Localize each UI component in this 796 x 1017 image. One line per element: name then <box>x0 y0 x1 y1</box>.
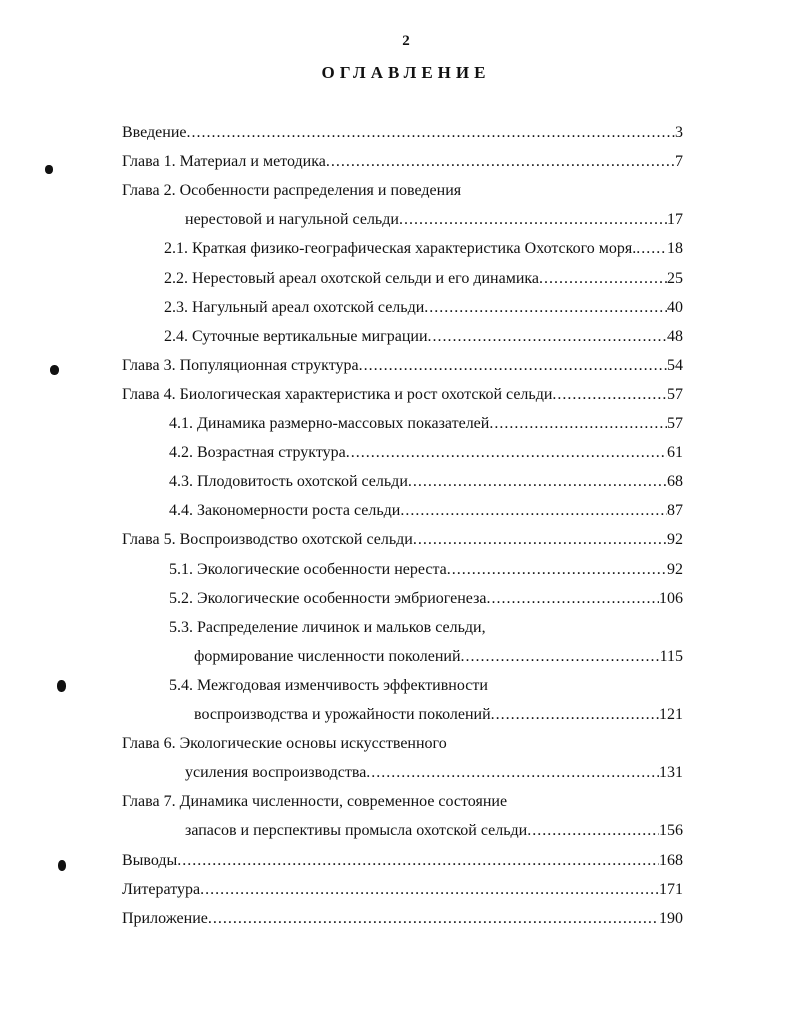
toc-entry-page: 131 <box>659 764 683 782</box>
toc-entry-page: 92 <box>667 560 683 578</box>
page-title: ОГЛАВЛЕНИЕ <box>321 63 491 82</box>
toc-entry-label: Глава 2. Особенности распределения и поведения <box>122 182 462 200</box>
toc-entry-page: 156 <box>659 822 683 840</box>
toc-entry-page: 68 <box>667 473 683 491</box>
toc-entry <box>185 761 683 790</box>
dot-leader <box>408 470 667 499</box>
toc-entry <box>169 674 683 703</box>
scan-speck <box>57 680 66 692</box>
scan-speck <box>58 860 66 871</box>
toc-entry-page: 18 <box>667 240 683 258</box>
dot-leader <box>491 703 659 732</box>
toc-entry-label: Глава 6. Экологические основы искусственного <box>122 735 447 753</box>
toc-entry-label: 5.3. Распределение личинок и мальков сельди, <box>169 618 486 636</box>
toc-entry-page: 190 <box>659 909 683 927</box>
toc-entry-label: нерестовой и нагульной сельди <box>185 211 399 229</box>
toc-entry <box>164 237 683 266</box>
toc-entry <box>185 819 683 848</box>
toc-entry-label: 4.2. Возрастная структура <box>169 444 346 462</box>
toc-entry <box>122 849 683 878</box>
toc-entry-label: Глава 3. Популяционная структура <box>122 356 359 374</box>
toc-entry-label: Введение <box>122 124 187 141</box>
toc-entry-label: 2.3. Нагульный ареал охотской сельди <box>164 298 425 316</box>
toc-entry-label: 5.2. Экологические особенности эмбриогенеза <box>169 589 487 607</box>
toc-entry-label: Глава 7. Динамика численности, современное состояние <box>122 793 508 811</box>
toc-entry-page: 121 <box>659 706 683 723</box>
dot-leader <box>424 296 667 325</box>
toc-entry <box>169 412 683 441</box>
toc-entry-page: 61 <box>667 444 683 462</box>
toc-entry <box>169 587 683 616</box>
dot-leader <box>200 878 659 907</box>
dot-leader <box>636 237 667 266</box>
toc-entry <box>122 383 683 412</box>
toc-entry-label: 5.1. Экологические особенности нереста <box>169 560 447 578</box>
toc-entry <box>122 878 683 907</box>
dot-leader <box>208 907 659 936</box>
dot-leader <box>400 499 667 528</box>
toc-entry <box>164 296 683 325</box>
toc-entry-label: 4.4. Закономерности роста сельди <box>169 502 401 520</box>
toc-entry <box>122 528 683 557</box>
toc-entry-page: 171 <box>659 880 683 898</box>
dot-leader <box>461 645 660 674</box>
toc-entry-label: Глава 1. Материал и методика <box>122 153 326 171</box>
toc-entry-label: 4.1. Динамика размерно-массовых показателей <box>169 415 490 432</box>
dot-leader <box>487 587 659 616</box>
toc-entry-label: усиления воспроизводства <box>185 764 367 782</box>
dot-leader <box>399 208 667 237</box>
toc-entry-label: 2.2. Нерестовый ареал охотской сельди и его динамика <box>164 269 540 287</box>
dot-leader <box>552 383 667 412</box>
toc-entry-label: Приложение <box>122 909 208 927</box>
toc-entry <box>169 499 683 528</box>
toc-entry <box>122 354 683 383</box>
page-number: 2 <box>402 33 410 49</box>
dot-leader <box>447 558 667 587</box>
toc-entry <box>122 907 683 936</box>
dot-leader <box>366 761 659 790</box>
dot-leader <box>177 849 659 878</box>
scan-speck <box>50 365 59 375</box>
toc-entry <box>169 558 683 587</box>
dot-leader <box>359 354 667 383</box>
toc-entry-label: Выводы <box>122 851 178 869</box>
toc-entry-page: 7 <box>675 153 683 171</box>
toc-entry-page: 48 <box>667 327 683 345</box>
toc-entry <box>122 121 683 150</box>
toc-entry <box>122 179 683 208</box>
scan-speck <box>45 165 53 174</box>
toc-entry <box>169 616 683 645</box>
toc-entry-label: Литература <box>122 880 201 898</box>
dot-leader <box>326 150 675 179</box>
toc-entry-label: воспроизводства и урожайности поколений <box>194 706 491 723</box>
toc-entry-label: Глава 5. Воспроизводство охотской сельди <box>122 531 413 549</box>
dot-leader <box>346 441 667 470</box>
toc-entry <box>164 325 683 354</box>
toc-entry <box>169 441 683 470</box>
toc-entry <box>194 703 683 732</box>
dot-leader <box>539 267 667 296</box>
toc-entry <box>122 732 683 761</box>
dot-leader <box>527 819 659 848</box>
dot-leader <box>489 412 667 441</box>
toc-entry-label: 4.3. Плодовитость охотской сельди <box>169 473 408 491</box>
toc-entry-label: Глава 4. Биологическая характеристика и рост охотской сельди <box>122 385 553 403</box>
toc-entry <box>169 470 683 499</box>
toc-entry <box>122 790 683 819</box>
toc-entry-page: 57 <box>667 385 683 403</box>
toc-entry-label: формирование численности поколений <box>194 647 461 665</box>
toc-entry-label: 2.1. Краткая физико-географическая характеристика Охотского моря. <box>164 240 637 258</box>
toc-entry-page: 25 <box>667 269 683 287</box>
toc-entry <box>194 645 683 674</box>
toc-entry-page: 168 <box>659 851 683 869</box>
toc-entry <box>122 150 683 179</box>
toc-entry-page: 57 <box>667 415 683 432</box>
dot-leader <box>413 528 667 557</box>
toc-entry-page: 54 <box>667 356 683 374</box>
dot-leader <box>428 325 667 354</box>
toc-entry-label: запасов и перспективы промысла охотской сельди <box>185 822 528 840</box>
toc-entry-page: 3 <box>675 124 683 141</box>
toc-entry-label: 5.4. Межгодовая изменчивость эффективности <box>169 676 488 694</box>
toc-entry-page: 115 <box>659 647 683 665</box>
dot-leader <box>187 121 676 150</box>
toc-entry-page: 92 <box>667 531 683 549</box>
toc-entry <box>185 208 683 237</box>
toc-entry-page: 40 <box>667 298 683 316</box>
toc-entry-page: 87 <box>667 502 683 520</box>
toc-entry-label: 2.4. Суточные вертикальные миграции <box>164 327 428 345</box>
toc-entry-page: 17 <box>667 211 683 229</box>
toc-entry-page: 106 <box>659 589 683 607</box>
toc-entry <box>164 267 683 296</box>
